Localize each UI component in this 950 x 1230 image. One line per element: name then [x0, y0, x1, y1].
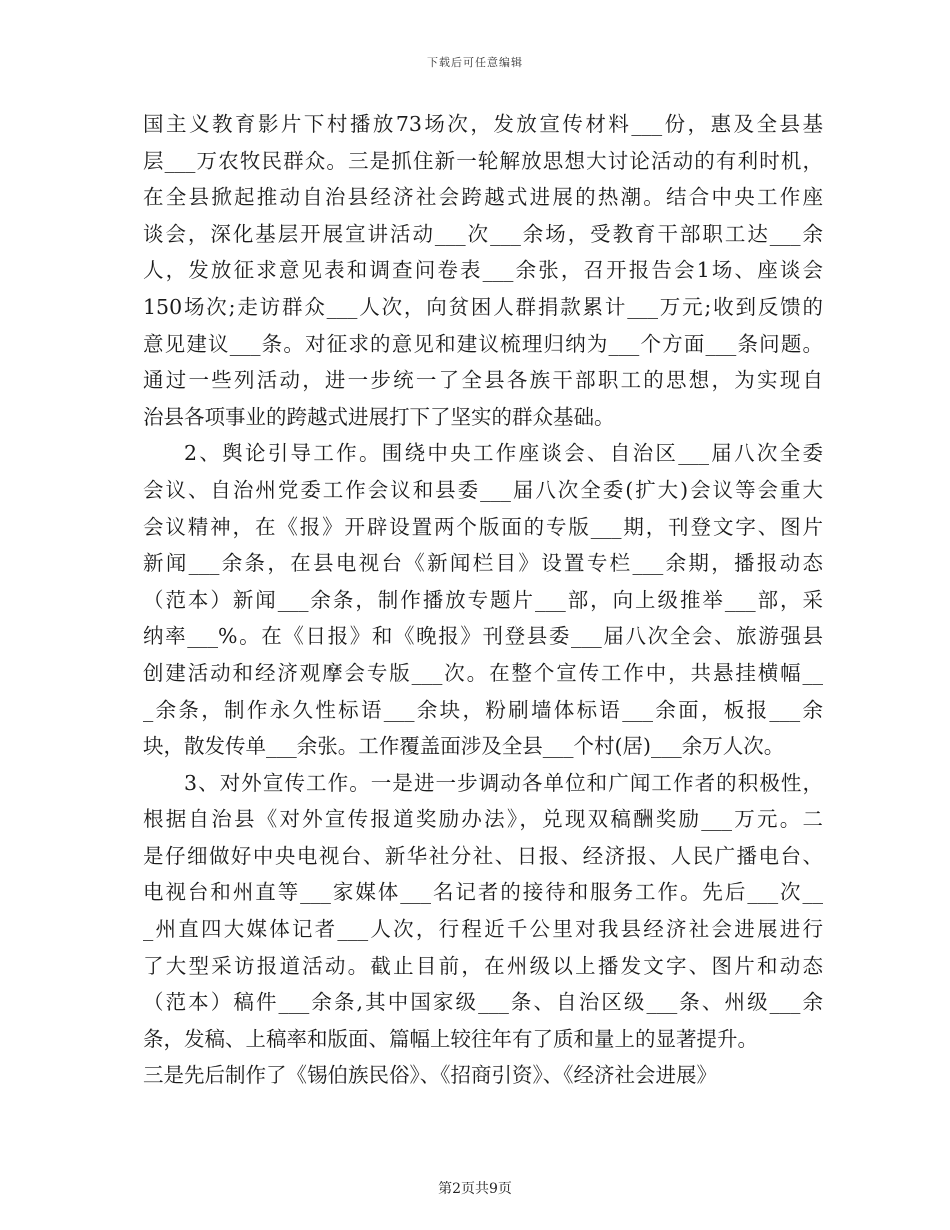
text-line: 是仔细做好中央电视台、新华社分社、日报、经济报、人民广播电台、 [143, 843, 823, 868]
text-line: 谈会，深化基层开展宣讲活动___次___余场，受教育干部职工达___余 [143, 221, 823, 246]
text-line: 电视台和州直等___家媒体___名记者的接待和服务工作。先后___次__ [143, 880, 823, 905]
page-number: 第2页共9页 [438, 1181, 512, 1197]
text-line: 150场次;走访群众___人次，向贫困人群捐款累计___万元;收到反馈的 [143, 294, 823, 319]
paragraph-2 [143, 435, 823, 764]
text-line: 新闻___余条，在县电视台《新闻栏目》设置专栏___余期，播报动态 [143, 551, 823, 576]
text-line: 人，发放征求意见表和调查问卷表___余张，召开报告会1场、座谈会 [143, 258, 823, 283]
text-line: 根据自治县《对外宣传报道奖励办法》，兑现双稿酬奖励___万元。二 [143, 807, 823, 832]
text-line: 块，散发传单___余张。工作覆盖面涉及全县___个村(居)___余万人次。 [143, 734, 785, 759]
text-line: 纳率___%。在《日报》和《晚报》刊登县委___届八次全会、旅游强县 [143, 624, 823, 649]
paragraph-1 [143, 106, 823, 435]
text-line: 条，发稿、上稿率和版面、篇幅上较往年有了质和量上的显著提升。 [143, 1026, 758, 1051]
text-line: _州直四大媒体记者___人次，行程近千公里对我县经济社会进展进行 [143, 917, 823, 942]
paragraph-3 [143, 765, 823, 1094]
text-line: 意见建议___条。对征求的意见和建议梳理归纳为___个方面___条问题。 [143, 331, 823, 356]
text-line: 2、舆论引导工作。围绕中央工作座谈会、自治区___届八次全委 [184, 441, 823, 466]
text-line: 三是先后制作了《锡伯族民俗》、《招商引资》、《经济社会进展》 [143, 1063, 717, 1088]
text-line: 会议精神，在《报》开辟设置两个版面的专版___期，刊登文字、图片 [143, 514, 823, 539]
text-line: 国主义教育影片下村播放73场次，发放宣传材料___份，惠及全县基 [143, 112, 823, 136]
page-header: 下载后可任意编辑 [427, 56, 523, 69]
text-line: _余条，制作永久性标语___余块，粉刷墙体标语___余面，板报___余 [143, 697, 823, 722]
text-line: （范本）新闻___余条，制作播放专题片___部，向上级推举___部，采 [143, 587, 823, 612]
document-body [143, 106, 823, 1094]
text-line: （范本）稿件___余条,其中国家级___条、自治区级___条、州级___余 [143, 990, 823, 1015]
text-line: 通过一些列活动，进一步统一了全县各族干部职工的思想，为实现自 [143, 368, 823, 393]
text-line: 在全县掀起推动自治县经济社会跨越式进展的热潮。结合中央工作座 [143, 185, 823, 210]
text-line: 层___万农牧民群众。三是抓住新一轮解放思想大讨论活动的有利时机， [143, 148, 823, 173]
text-line: 创建活动和经济观摩会专版___次。在整个宣传工作中，共悬挂横幅__ [143, 660, 823, 685]
text-line: 3、对外宣传工作。一是进一步调动各单位和广闻工作者的积极性， [184, 770, 823, 795]
text-line: 会议、自治州党委工作会议和县委___届八次全委(扩大)会议等会重大 [143, 477, 823, 502]
text-line: 了大型采访报道活动。截止目前，在州级以上播发文字、图片和动态 [143, 953, 823, 978]
text-line: 治县各项事业的跨越式进展打下了坚实的群众基础。 [143, 404, 615, 429]
